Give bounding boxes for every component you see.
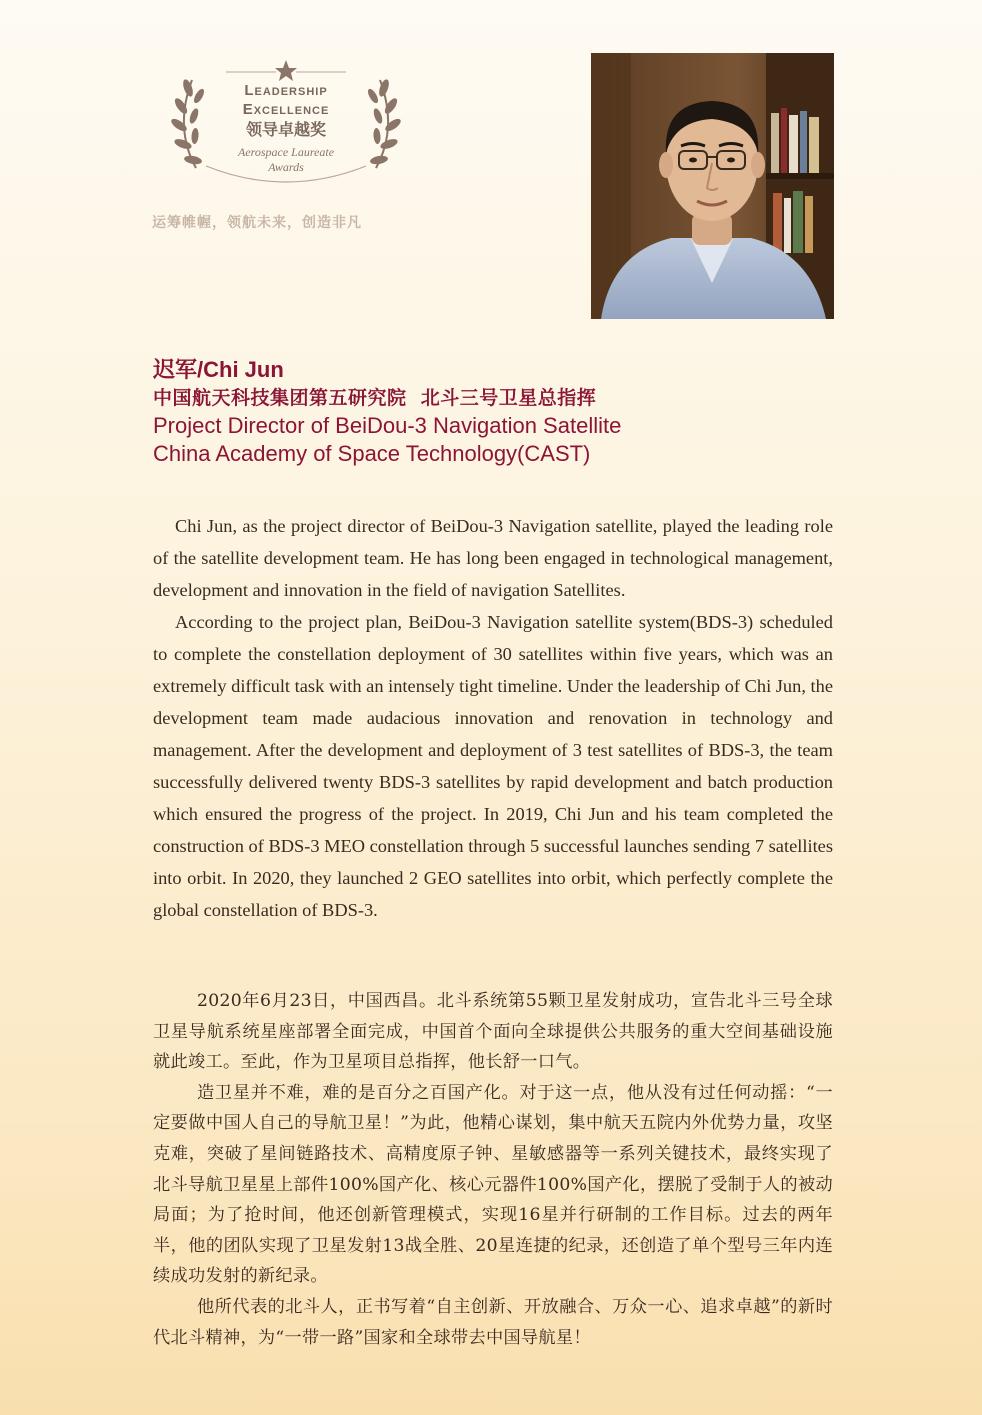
chinese-paragraph: 造卫星并不难，难的是百分之百国产化。对于这一点，他从没有过任何动摇：“一定要做中国人自己的导航卫星！”为此，他精心谋划，集中航天五院内外优势力量，攻坚克难，突破了星间链路技术、高精度原子钟、星敏感器等一系列关键技术，最终实现了北斗导航卫星星上部件100%国产化、核心元器件100%国产化，摆脱了受制于人的被动局面；为了抢时间，他还创新管理模式，实现16星并行研制的工作目标。过去的两年半，他的团队实现了卫星发射13战全胜、20星连捷的纪录，还创造了单个型号三年内连续成功发射的新纪录。 <box>153 1082 833 1287</box>
laurel-right-icon <box>366 78 403 168</box>
english-paragraph: According to the project plan, BeiDou-3 Navigation satellite system(BDS-3) scheduled to complete the constellation deployment of 30 satellites within five years, which was an extremely difficult task with an intensely tight timeline. Under the leadership of Chi Jun, the development team made audacious innovation and renovation in technology and management. After the development and deployment of 3 test satellites of BDS-3, the team successfully delivered twenty BDS-3 satellites by rapid development and batch production which ensured the progress of the project. In 2019, Chi Jun and his team completed the construction of BDS-3 MEO constellation through 5 successful launches sending 7 satellites into orbit. In 2020, they launched 2 GEO satellites into orbit, which perfectly complete the global constellation of BDS-3. <box>153 612 833 920</box>
award-logo <box>166 58 406 188</box>
person-org-cn: 中国航天科技集团第五研究院 北斗三号卫星总指挥 <box>153 387 597 409</box>
tagline: 运筹帷幄，领航未来，创造非凡 <box>152 215 362 231</box>
person-title-en: Project Director of BeiDou-3 Navigation Satellite <box>153 413 622 438</box>
award-line-2: Excellence <box>242 101 330 118</box>
english-paragraph: Chi Jun, as the project director of BeiDou-3 Navigation satellite, played the leading role of the satellite development team. He has long been engaged in technological management, development and innovation in the field of navigation Satellites. <box>153 516 833 600</box>
star-icon <box>275 60 297 81</box>
person-org-en: China Academy of Space Technology(CAST) <box>153 441 591 466</box>
award-line-4: Aerospace Laureate <box>237 145 335 159</box>
english-biography <box>153 510 833 926</box>
portrait-photo <box>591 53 834 319</box>
award-line-5: Awards <box>268 160 304 174</box>
chinese-paragraph: 他所代表的北斗人，正书写着“自主创新、开放融合、万众一心、追求卓越”的新时代北斗精神，为“一带一路”国家和全球带去中国导航星！ <box>153 1296 833 1348</box>
chinese-biography <box>153 986 833 1353</box>
award-line-3: 领导卓越奖 <box>245 120 327 139</box>
chinese-paragraph: 2020年6月23日，中国西昌。北斗系统第55颗卫星发射成功，宣告北斗三号全球卫星导航系统星座部署全面完成，中国首个面向全球提供公共服务的重大空间基础设施就此竣工。至此，作为卫星项目总指挥，他长舒一口气。 <box>153 991 833 1073</box>
award-line-1: Leadership <box>244 82 328 99</box>
person-name: 迟军/Chi Jun <box>153 357 284 382</box>
person-header <box>153 356 853 468</box>
laurel-left-icon <box>169 78 206 168</box>
